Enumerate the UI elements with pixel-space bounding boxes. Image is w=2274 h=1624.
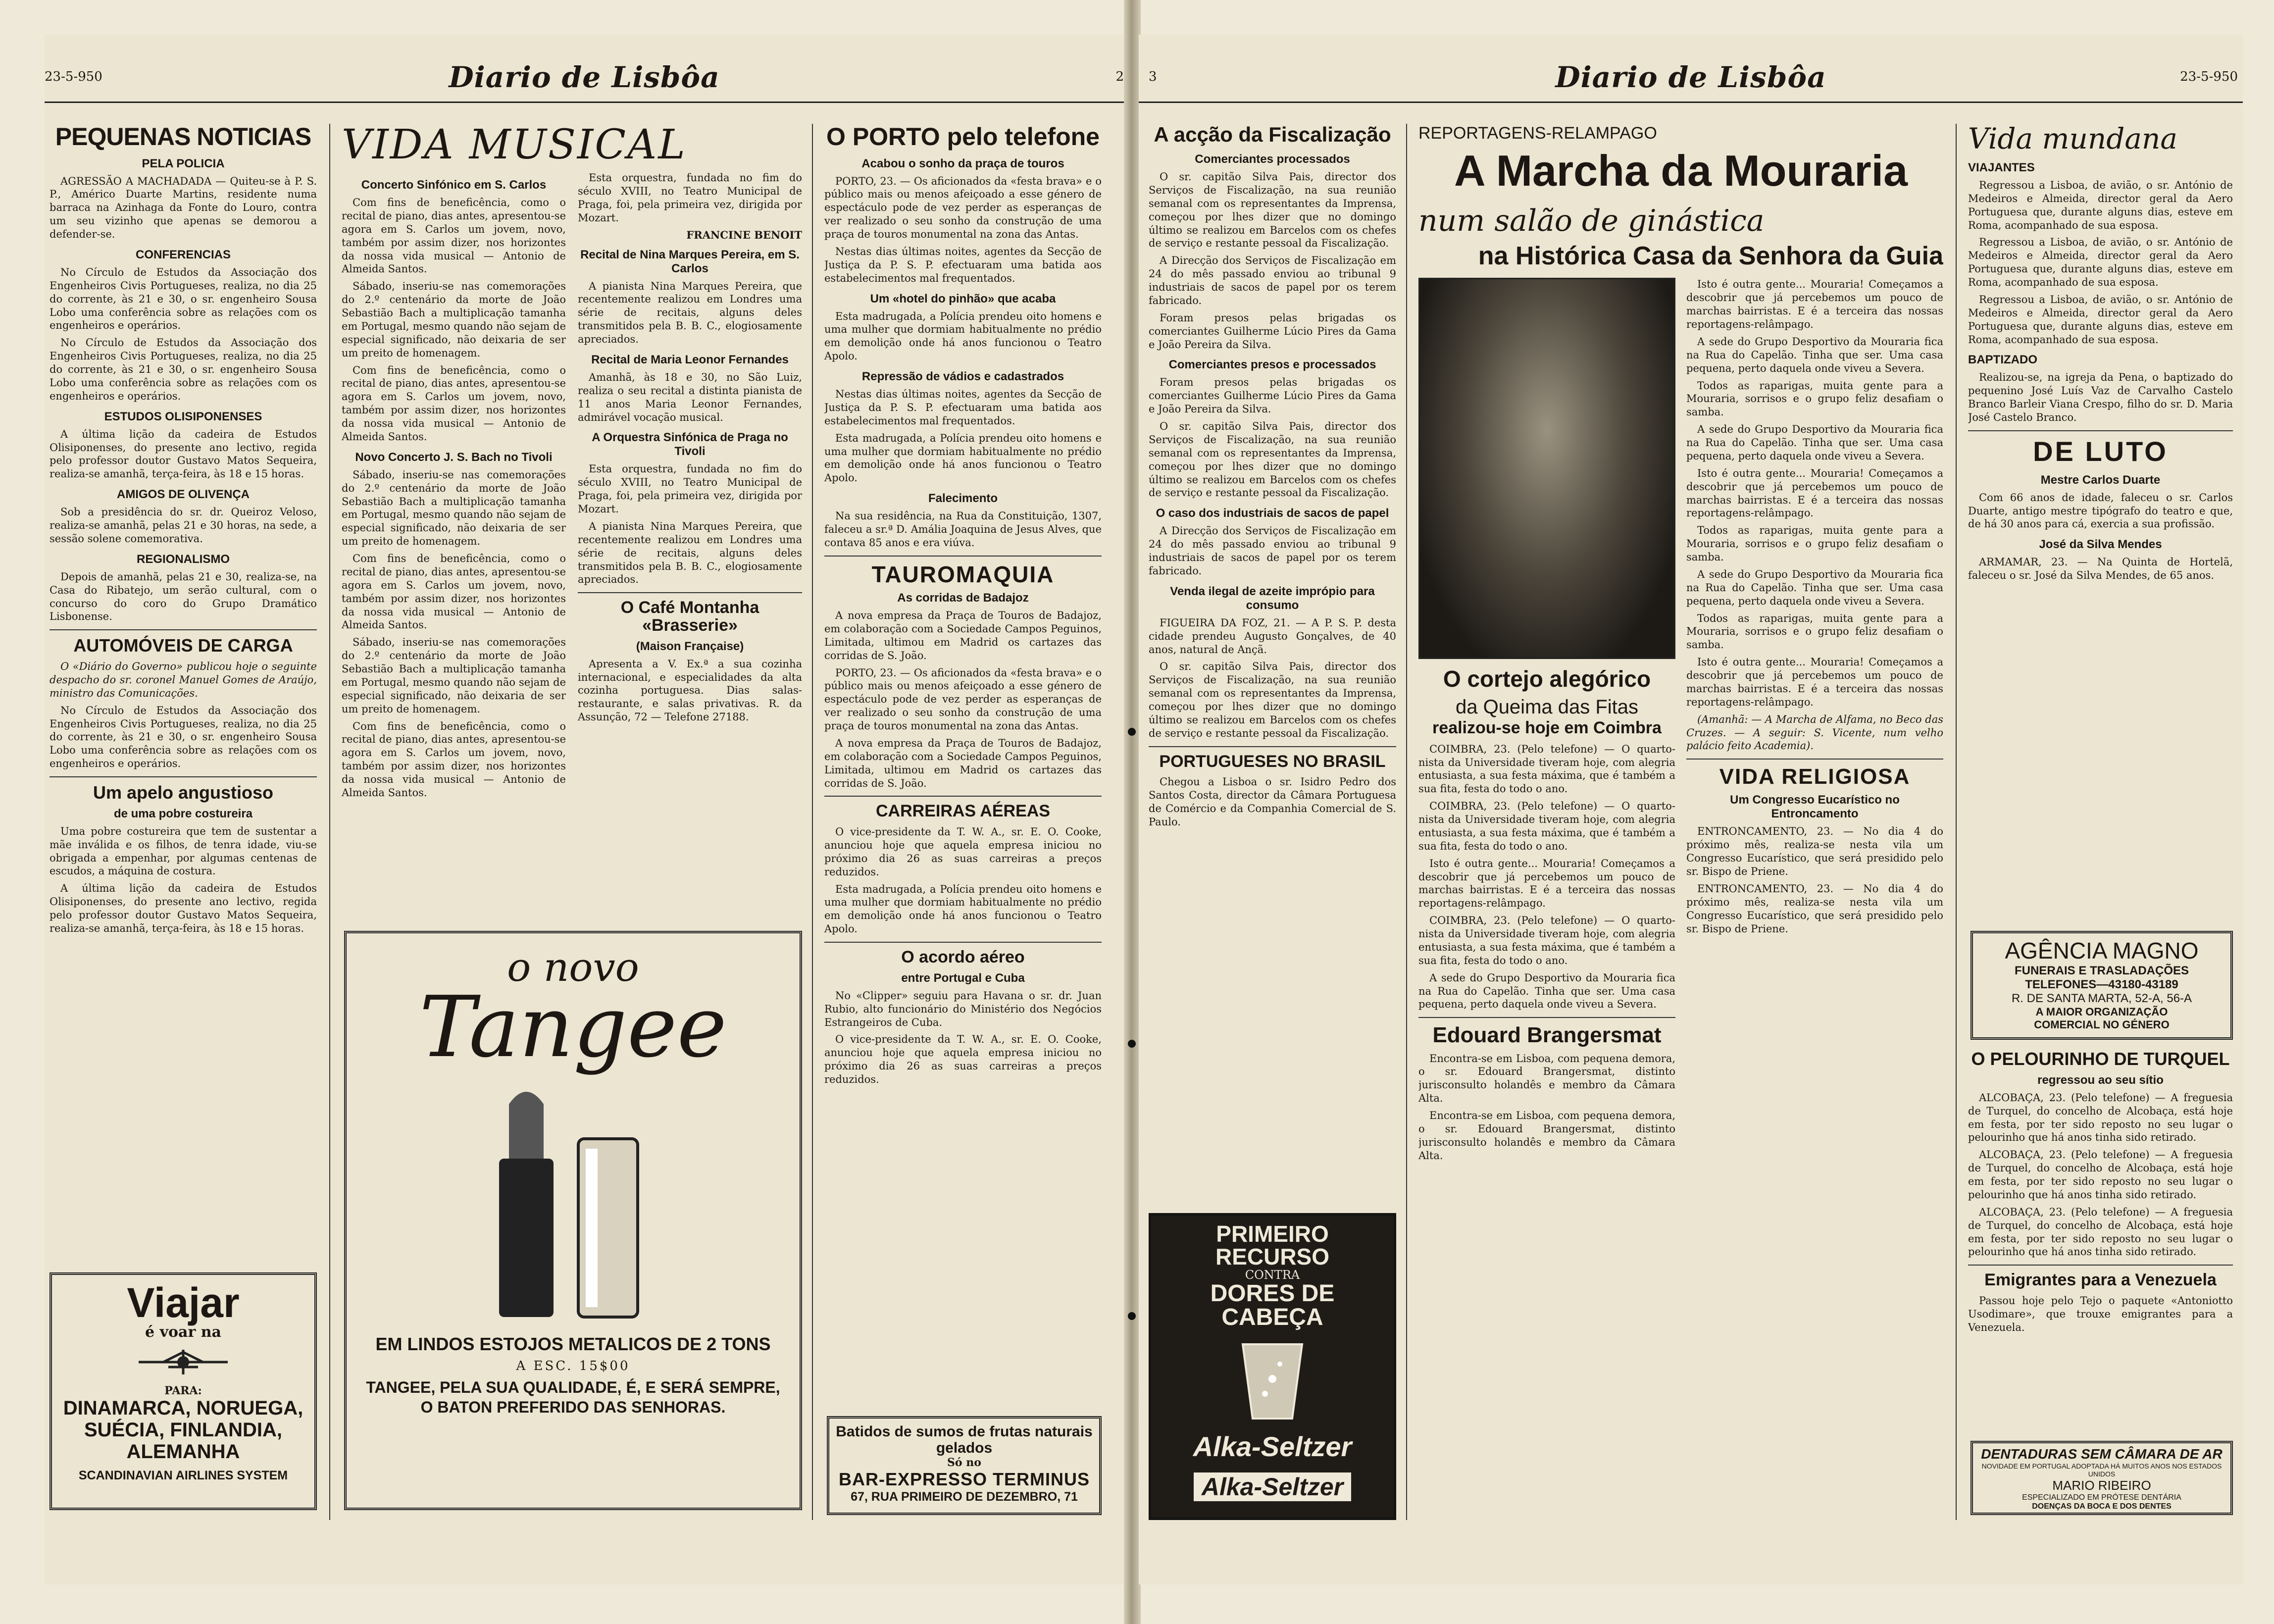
article-text: Esta madrugada, a Polícia prendeu oito homens e uma mulher que dormiam habitualmente no prédio em demolição onde há anos funcionou o Teatro Apolo. <box>824 883 1102 935</box>
article-text: Esta madrugada, a Polícia prendeu oito homens e uma mulher que dormiam habitualmente no prédio em demolição onde há anos funcionou o Teatro Apolo. <box>824 310 1102 362</box>
headline-automoveis: AUTOMÓVEIS DE CARGA <box>73 635 293 656</box>
column-porto <box>824 124 1102 1401</box>
page-number: 3 <box>1149 69 1157 84</box>
column-separator <box>1406 124 1407 1520</box>
article-text: Regressou a Lisboa, de avião, o sr. António de Medeiros e Almeida, director geral da Aero Portuguesa que, durante alguns dias, esteve em Roma, acompanhado de sua esposa. <box>1968 293 2233 346</box>
article-text: Encontra-se em Lisboa, com pequena demora, o sr. Edouard Brangersmat, distinto jurisconsulto holandês e membro da Câmara Alta. <box>1418 1110 1675 1162</box>
ad-name: AGÊNCIA MAGNO <box>2005 938 2199 964</box>
article-text: A nova empresa da Praça de Touros de Badajoz, em colaboração com a Sociedade Campos Peguinos, Limitada, ultimou em Madrid os cartazes das corridas de S. João. <box>824 737 1102 789</box>
article-text: A sede do Grupo Desportivo da Mouraria fica na Rua do Capelão. Tinha que ser. Uma casa pequena, perto daquela onde viveu a Severa. <box>1686 423 1943 462</box>
ad-text: NOVIDADE EM PORTUGAL ADOPTADA HÁ MUITOS ANOS NOS ESTADOS UNIDOS <box>1981 1462 2222 1478</box>
ad-scandinavian-airlines <box>50 1272 317 1510</box>
article-text: A sede do Grupo Desportivo da Mouraria fica na Rua do Capelão. Tinha que ser. Uma casa pequena, perto daquela onde viveu a Severa. <box>1686 335 1943 374</box>
subheadline: (Maison Française) <box>636 639 744 653</box>
column-separator <box>812 124 813 1520</box>
headline-porto: O PORTO pelo telefone <box>826 124 1100 151</box>
headline-brangersmat: Edouard Brangersmat <box>1432 1023 1662 1048</box>
ad-para: PARA: <box>164 1384 202 1397</box>
ad-brand: Alka-Seltzer <box>1194 1472 1351 1501</box>
headline-marcha-mouraria: A Marcha da Mouraria <box>1454 146 1908 195</box>
article-text: O sr. capitão Silva Pais, director dos Serviços de Fiscalização, na sua reunião semanal com os representantes da Imprensa, começou por lhes dizer que no domingo último se realizou em Barcelos com os chefes de serviço e restante pessoal da Fiscalização. <box>1149 171 1396 250</box>
article-text: Isto é outra gente... Mouraria! Começamos a descobrir que já percebemos um pouco de marchas bairristas. E é a terceira das nossas reportagens-relâmpago. <box>1418 857 1675 910</box>
article-text: Depois de amanhã, pelas 21 e 30, realiza-se, na Casa do Ribatejo, um serão cultural, com o concurso do coro do Grupo Dramático Lisbonense. <box>50 570 317 623</box>
subheadline: num salão de ginástica <box>1418 203 1765 239</box>
headline-de-luto: DE LUTO <box>2033 435 2168 467</box>
section-heading: ESTUDOS OLISIPONENSES <box>104 409 262 423</box>
article-text: A sede do Grupo Desportivo da Mouraria fica na Rua do Capelão. Tinha que ser. Uma casa pequena, perto daquela onde viveu a Severa. <box>1686 568 1943 607</box>
subheadline: Recital de Nina Marques Pereira, em S. Carlos <box>580 248 800 275</box>
article-text: A última lição da cadeira de Estudos Olisiponenses, do presente ano lectivo, regida pelo professor doutor Gustavo Matos Sequeira, realiza-se amanhã, terça-feira, às 18 e 15 horas. <box>50 882 317 934</box>
article-text: Chegou a Lisboa o sr. Isidro Pedro dos Santos Costa, director da Câmara Portuguesa de Comércio e da Companhia Comercial de S. Paulo. <box>1149 776 1396 828</box>
section-kicker: REPORTAGENS-RELAMPAGO <box>1418 124 1657 143</box>
subheadline: As corridas de Badajoz <box>897 591 1029 605</box>
article-text: Com fins de beneficência, como o recital de piano, dias antes, apresentou-se agora em S. Carlos um jovem, novo, também por assim dizer, nos horizontes da nossa vida musical — Antonio de Almeida Santos. <box>342 364 566 443</box>
subheadline: O caso dos industriais de sacos de papel <box>1156 507 1389 520</box>
column-separator <box>329 124 330 1520</box>
article-text: Todos as raparigas, muita gente para a Mouraria, sorrisos e o grupo feliz desafiam o samba. <box>1686 612 1943 651</box>
ad-headline: Viajar <box>127 1279 240 1326</box>
ad-price: A ESC. 15$00 <box>516 1359 630 1373</box>
column-pelourinho <box>1968 1050 2233 1431</box>
ad-tangee <box>344 931 802 1510</box>
ad-text: DOENÇAS DA BOCA E DOS DENTES <box>2032 1502 2172 1511</box>
headline-pelourinho: O PELOURINHO DE TURQUEL <box>1971 1050 2230 1069</box>
section-heading: AMIGOS DE OLIVENÇA <box>116 488 250 502</box>
headline-pequenas-noticias: PEQUENAS NOTICIAS <box>55 124 311 151</box>
subheadline: de uma pobre costureira <box>113 807 253 820</box>
article-text: Passou hoje pelo Tejo o paquete «Antoniotto Usodimare», que trouxe emigrantes para a Venezuela. <box>1968 1294 2233 1333</box>
article-text: Sob a presidência do sr. dr. Queiroz Veloso, realiza-se amanhã, pelas 21 e 30 horas, na sede, a sessão solene comemorativa. <box>50 506 317 545</box>
subheadline: Um «hotel do pinhão» que acaba <box>870 292 1056 305</box>
column-pequenas-noticias <box>50 124 317 1268</box>
article-text: A última lição da cadeira de Estudos Olisiponenses, do presente ano lectivo, regida pelo professor doutor Gustavo Matos Sequeira, realiza-se amanhã, terça-feira, às 18 e 15 horas. <box>50 428 317 480</box>
article-text: AGRESSÃO A MACHADADA — Quiteu-se à P. S. P., Américo Duarte Martins, residente numa barraca na Azinhaga da Fonte do Louro, contra um seu vizinho que apenas se demorou a defender-se. <box>50 175 317 240</box>
article-text: O vice-presidente da T. W. A., sr. E. O. Cooke, anunciou hoje que aquela empresa iniciou no próximo dia 26 as suas carreiras a preços reduzidos. <box>824 1033 1102 1086</box>
airplane-icon <box>134 1345 233 1379</box>
masthead: Diario de Lisbôa <box>1555 60 1826 94</box>
article-text: O sr. capitão Silva Pais, director dos Serviços de Fiscalização, na sua reunião semanal com os representantes da Imprensa, começou por lhes dizer que no domingo último se realizou em Barcelos com os chefes de serviço e restante pessoal da Fiscalização. <box>1149 420 1396 499</box>
article-text: O vice-presidente da T. W. A., sr. E. O. Cooke, anunciou hoje que aquela empresa iniciou no próximo dia 26 as suas carreiras a preços reduzidos. <box>824 826 1102 878</box>
ad-address: 67, RUA PRIMEIRO DE DEZEMBRO, 71 <box>851 1490 1078 1504</box>
divider <box>50 629 317 630</box>
article-text: Nestas dias últimas noites, agentes da Secção de Justiça da P. S. P. efectuaram uma batida aos estabelecimentos mal frequentados. <box>824 388 1102 427</box>
column-reportagens <box>1418 124 1943 1520</box>
article-text: Regressou a Lisboa, de avião, o sr. António de Medeiros e Almeida, director geral da Aero Portuguesa que, durante alguns dias, esteve em Roma, acompanhado de sua esposa. <box>1968 236 2233 289</box>
binding-staple <box>1128 728 1136 736</box>
article-text: Nestas dias últimas noites, agentes da Secção de Justiça da P. S. P. efectuaram uma batida aos estabelecimentos mal frequentados. <box>824 245 1102 284</box>
ad-text: A MAIOR ORGANIZAÇÃO <box>2035 1006 2168 1018</box>
subheadline: realizou-se hoje em Coimbra <box>1432 718 1662 737</box>
right-page <box>1139 35 2243 1584</box>
article-text: A sede do Grupo Desportivo da Mouraria fica na Rua do Capelão. Tinha que ser. Uma casa pequena, perto daquela onde viveu a Severa. <box>1418 971 1675 1011</box>
article-text: Realizou-se, na igreja da Pena, o baptizado do pequenino José Luís Vaz de Carvalho Castelo Branco Barleir Viana Crespo, filho do sr. D. Maria José Castelo Branco. <box>1968 371 2233 424</box>
section-heading: CONFERENCIAS <box>135 248 231 261</box>
ad-name: MARIO RIBEIRO <box>2052 1478 2151 1493</box>
article-text: Com fins de beneficência, como o recital de piano, dias antes, apresentou-se agora em S. Carlos um jovem, novo, também por assim dizer, nos horizontes da nossa vida musical — Antonio de Almeida Santos. <box>342 720 566 799</box>
ad-agencia-magno <box>1971 931 2233 1040</box>
subheadline: Novo Concerto J. S. Bach no Tivoli <box>355 450 553 464</box>
article-text: Regressou a Lisboa, de avião, o sr. António de Medeiros e Almeida, director geral da Aero Portuguesa que, durante alguns dias, esteve em Roma, acompanhado de sua esposa. <box>1968 179 2233 231</box>
left-page-header <box>45 60 1124 94</box>
header-rule <box>1139 102 2243 103</box>
ad-dentaduras <box>1971 1441 2233 1515</box>
article-text: Sábado, inseriu-se nas comemorações do 2.º centenário da morte de João Sebastião Bach a multiplicação tamanha em Portugal, mesmo quando não sejam de especial significado, não deixaria de ser um preito de homenagem. <box>342 636 566 715</box>
subheadline: entre Portugal e Cuba <box>901 971 1025 985</box>
headline-tauromaquia: TAUROMAQUIA <box>871 561 1055 587</box>
ad-brand: SCANDINAVIAN AIRLINES SYSTEM <box>78 1469 288 1482</box>
column-vida-musical <box>342 124 802 896</box>
binding-staple <box>1128 1040 1136 1048</box>
article-text: Encontra-se em Lisboa, com pequena demora, o sr. Edouard Brangersmat, distinto jurisconsulto holandês e membro da Câmara Alta. <box>1418 1052 1675 1105</box>
left-page <box>45 35 1124 1584</box>
article-text: Isto é outra gente... Mouraria! Começamos a descobrir que já percebemos um pouco de marchas bairristas. E é a terceira das nossas reportagens-relâmpago. <box>1686 278 1943 331</box>
headline-vida-musical: VIDA MUSICAL <box>342 124 687 168</box>
ad-title: DENTADURAS SEM CÂMARA DE AR <box>1981 1446 2223 1462</box>
article-text: No Círculo de Estudos da Associação dos Engenheiros Civis Portugueses, realiza, no dia 25 do corrente, às 21 e 30, o sr. engenheiro Sousa Lobo uma conferência sobre as relações com os engenheiros e operários. <box>50 704 317 770</box>
article-text: Com fins de beneficência, como o recital de piano, dias antes, apresentou-se agora em S. Carlos um jovem, novo, também por assim dizer, nos horizontes da nossa vida musical — Antonio de Almeida Santos. <box>342 197 566 275</box>
subheadline: A Orquestra Sinfónica de Praga no Tivoli <box>592 431 788 458</box>
ad-text: CONTRA <box>1245 1268 1300 1282</box>
ad-text: PRIMEIRO RECURSO <box>1215 1221 1330 1269</box>
subheadline: da Queima das Fitas <box>1455 696 1639 718</box>
ad-name: BAR-EXPRESSO TERMINUS <box>838 1469 1090 1489</box>
subheadline: José da Silva Mendes <box>2039 538 2162 552</box>
section-heading: REGIONALISMO <box>136 552 230 566</box>
article-text: Sábado, inseriu-se nas comemorações do 2.º centenário da morte de João Sebastião Bach a multiplicação tamanha em Portugal, mesmo quando não sejam de especial significado, não deixaria de ser um preito de homenagem. <box>342 280 566 359</box>
article-text: A nova empresa da Praça de Touros de Badajoz, em colaboração com a Sociedade Campos Peguinos, Limitada, ultimou em Madrid os cartazes das corridas de S. João. <box>824 609 1102 661</box>
subheadline: na Histórica Casa da Senhora da Guia <box>1478 242 1943 271</box>
article-text: Com fins de beneficência, como o recital de piano, dias antes, apresentou-se agora em S. Carlos um jovem, novo, também por assim dizer, nos horizontes da nossa vida musical — Antonio de Almeida Santos. <box>342 553 566 631</box>
subheadline: regressou ao seu sítio <box>2037 1073 2164 1087</box>
article-text: ALCOBAÇA, 23. (Pelo telefone) — A freguesia de Turquel, do concelho de Alcobaça, está hoje em festa, por ter sido reposto no seu lugar o pelourinho que há anos tinha sido retirado. <box>1968 1091 2233 1144</box>
subheadline: Mestre Carlos Duarte <box>2040 473 2161 487</box>
spread-spine <box>1124 0 1141 1624</box>
ad-text: EM LINDOS ESTOJOS METALICOS DE 2 TONS <box>375 1334 771 1354</box>
subheadline: Comerciantes processados <box>1195 152 1350 166</box>
binding-staple <box>1128 1312 1136 1320</box>
ad-line: o novo <box>507 944 639 990</box>
article-text: Na sua residência, na Rua da Constituição, 1307, faleceu a sr.ª D. Amália Joaquina de Jesus Alves, que contava 85 anos e era viúva. <box>824 510 1102 549</box>
divider <box>824 942 1102 943</box>
article-text: Todos as raparigas, muita gente para a Mouraria, sorrisos e o grupo feliz desafiam o samba. <box>1686 524 1943 563</box>
ad-bar-terminus <box>827 1416 1102 1515</box>
ad-text: TANGEE, PELA SUA QUALIDADE, É, E SERÁ SEMPRE, O BATON PREFERIDO DAS SENHORAS. <box>366 1378 780 1416</box>
ad-text: Batidos de sumos de frutas naturais gelados <box>836 1423 1093 1456</box>
glass-icon <box>1218 1334 1327 1423</box>
ad-text: Só no <box>947 1456 981 1469</box>
subheadline: Repressão de vádios e cadastrados <box>861 370 1064 383</box>
headline-cafe-montanha: O Café Montanha «Brasserie» <box>620 598 759 635</box>
article-text: No «Clipper» seguiu para Havana o sr. dr. Juan Rubio, alto funcionário do Ministério dos Negócios Estrangeiros de Cuba. <box>824 989 1102 1028</box>
article-text: ALCOBAÇA, 23. (Pelo telefone) — A freguesia de Turquel, do concelho de Alcobaça, está hoje em festa, por ter sido reposto no seu lugar o pelourinho que há anos tinha sido retirado. <box>1968 1206 2233 1258</box>
divider <box>824 796 1102 797</box>
lipstick-illustration <box>479 1074 667 1332</box>
ad-text: ESPECIALIZADO EM PRÓTESE DENTÁRIA <box>2022 1493 2181 1502</box>
article-text: A Direcção dos Serviços de Fiscalização em 24 do mês passado enviou ao tribunal 9 industriais de sacos de papel por os terem fabricado. <box>1149 254 1396 306</box>
article-text: O sr. capitão Silva Pais, director dos Serviços de Fiscalização, na sua reunião semanal com os representantes da Imprensa, começou por lhes dizer que no domingo último se realizou em Barcelos com os chefes de serviço e restante pessoal da Fiscalização. <box>1149 660 1396 739</box>
article-text: A pianista Nina Marques Pereira, que recentemente realizou em Londres uma série de recitais, alguns deles transmitidos pela B. B. C., elogiosamente apreciados. <box>578 280 802 346</box>
section-heading: VIAJANTES <box>1968 160 2035 174</box>
article-text: COIMBRA, 23. (Pelo telefone) — O quarto-nista da Universidade tiveram hoje, com alegria entusiasta, a sua festa máxima, que é também a sua fita, festa do todo o ano. <box>1418 914 1675 966</box>
article-text: PORTO, 23. — Os aficionados da «festa brava» e o público mais ou menos afeiçoado a esse género de espectáculo pode de vez perder as esperanças de ver realizado o seu sonho da construção de uma praça de touros monumental na zona das Antas. <box>824 666 1102 732</box>
divider <box>1418 1017 1675 1018</box>
right-page-header <box>1139 60 2243 94</box>
article-text: FIGUEIRA DA FOZ, 21. — A P. S. P. desta cidade prendeu Augusto Gonçalves, de 40 anos, natural de Ançã. <box>1149 616 1396 656</box>
ad-subline: é voar na <box>145 1323 221 1341</box>
issue-date: 23-5-950 <box>45 69 102 84</box>
page-number: 2 <box>1115 69 1124 84</box>
ad-brand: Tangee <box>419 978 727 1076</box>
section-heading: BAPTIZADO <box>1968 353 2037 367</box>
headline-vida-mundana: Vida mundana <box>1968 124 2177 155</box>
article-text: COIMBRA, 23. (Pelo telefone) — O quarto-nista da Universidade tiveram hoje, com alegria entusiasta, a sua festa máxima, que é também a sua fita, festa do todo o ano. <box>1418 743 1675 795</box>
article-text: Foram presos pelas brigadas os comerciantes Guilherme Lúcio Pires da Gama e João Pereira da Silva. <box>1149 311 1396 351</box>
section-heading: PELA POLICIA <box>142 156 225 170</box>
article-text: No Círculo de Estudos da Associação dos Engenheiros Civis Portugueses, realiza, no dia 25 do corrente, às 21 e 30, o sr. engenheiro Sousa Lobo uma conferência sobre as relações com os engenheiros e operários. <box>50 337 317 402</box>
photo-marcha-dancers <box>1418 278 1675 659</box>
divider <box>1149 746 1396 747</box>
headline-vida-religiosa: VIDA RELIGIOSA <box>1719 764 1911 789</box>
byline: FRANCINE BENOIT <box>686 228 802 241</box>
article-text: Isto é outra gente... Mouraria! Começamos a descobrir que já percebemos um pouco de marchas bairristas. E é a terceira das nossas reportagens-relâmpago. <box>1686 656 1943 708</box>
header-rule <box>45 102 1124 103</box>
divider <box>578 592 802 593</box>
column-vida-mundana <box>1968 124 2233 980</box>
article-text: Com 66 anos de idade, faleceu o sr. Carlos Duarte, antigo mestre tipógrafo do teatro e que, de há 30 anos para cá, exercia a sua profissão. <box>1968 491 2233 530</box>
headline-fiscalizacao: A acção da Fiscalização <box>1154 124 1391 146</box>
divider <box>50 776 317 777</box>
headline-acordo-aereo: O acordo aéreo <box>901 948 1025 967</box>
article-text: Uma pobre costureira que tem de sustentar a mãe inválida e os filhos, de tenra idade, viu-se obrigada a empenhar, por algumas centenas de escudos, a máquina de costura. <box>50 825 317 877</box>
article-text: ARMAMAR, 23. — Na Quinta de Hortelã, faleceu o sr. José da Silva Mendes, de 65 anos. <box>1968 556 2233 582</box>
article-text: Isto é outra gente... Mouraria! Começamos a descobrir que já percebemos um pouco de marchas bairristas. E é a terceira das nossas reportagens-relâmpago. <box>1686 467 1943 519</box>
article-text: Todos as raparigas, muita gente para a Mouraria, sorrisos e o grupo feliz desafiam o samba. <box>1686 379 1943 418</box>
divider <box>1968 430 2233 431</box>
article-text: Esta madrugada, a Polícia prendeu oito homens e uma mulher que dormiam habitualmente no prédio em demolição onde há anos funcionou o Teatro Apolo. <box>824 432 1102 484</box>
article-text: Esta orquestra, fundada no fim do século XVIII, no Teatro Municipal de Praga, foi, pela primeira vez, dirigida por Mozart. <box>578 463 802 515</box>
subheadline: Falecimento <box>928 492 998 506</box>
article-text: ENTRONCAMENTO, 23. — No dia 4 do próximo mês, realiza-se nesta vila um Congresso Eucarístico, que será presidido pelo sr. Bispo de Priene. <box>1686 882 1943 935</box>
subheadline: Um Congresso Eucarístico no Entroncamento <box>1730 793 1900 821</box>
article-text: PORTO, 23. — Os aficionados da «festa brava» e o público mais ou menos afeiçoado a esse género de espectáculo pode de vez perder as esperanças de ver realizado o seu sonho da construção de uma praça de touros monumental na zona das Antas. <box>824 175 1102 240</box>
ad-text: COMERCIAL NO GÉNERO <box>2034 1018 2170 1031</box>
ad-address: R. DE SANTA MARTA, 52-A, 56-A <box>2011 992 2192 1005</box>
headline-carreiras-aereas: CARREIRAS AÉREAS <box>875 802 1050 821</box>
ad-phone: TELEFONES—43180-43189 <box>2025 978 2178 991</box>
subheadline: Venda ilegal de azeite imprópio para consumo <box>1170 584 1375 612</box>
issue-date: 23-5-950 <box>2180 69 2238 84</box>
ad-text: DORES DE CABEÇA <box>1210 1280 1335 1330</box>
article-text: Sábado, inseriu-se nas comemorações do 2.º centenário da morte de João Sebastião Bach a multiplicação tamanha em Portugal, mesmo quando não sejam de especial significado, não deixaria de ser um preito de homenagem. <box>342 468 566 548</box>
article-text: ALCOBAÇA, 23. (Pelo telefone) — A freguesia de Turquel, do concelho de Alcobaça, está hoje em festa, por ter sido reposto no seu lugar o pelourinho que há anos tinha sido retirado. <box>1968 1149 2233 1201</box>
article-text: No Círculo de Estudos da Associação dos Engenheiros Civis Portugueses, realiza, no dia 25 do corrente, às 21 e 30, o sr. engenheiro Sousa Lobo uma conferência sobre as relações com os engenheiros e operários. <box>50 266 317 332</box>
divider <box>1968 1265 2233 1266</box>
article-text: ENTRONCAMENTO, 23. — No dia 4 do próximo mês, realiza-se nesta vila um Congresso Eucarístico, que será presidido pelo sr. Bispo de Priene. <box>1686 825 1943 878</box>
masthead: Diario de Lisbôa <box>449 60 720 94</box>
headline-portugueses-brasil: PORTUGUESES NO BRASIL <box>1159 752 1386 771</box>
divider <box>824 556 1102 557</box>
ad-brand: Alka-Seltzer <box>1193 1431 1352 1462</box>
article-text: Amanhã, às 18 e 30, no São Luiz, realiza o seu recital a distinta pianista de 11 anos Maria Leonor Fernandes, admirável vocação musical. <box>578 371 802 423</box>
subheadline: Comerciantes presos e processados <box>1168 358 1376 372</box>
subheadline: Recital de Maria Leonor Fernandes <box>591 353 789 366</box>
article-text: A Direcção dos Serviços de Fiscalização em 24 do mês passado enviou ao tribunal 9 industriais de sacos de papel por os terem fabricado. <box>1149 525 1396 577</box>
subheadline: Concerto Sinfónico em S. Carlos <box>361 178 547 192</box>
subheadline: Acabou o sonho da praça de touros <box>861 156 1064 170</box>
headline-emigrantes: Emigrantes para a Venezuela <box>1984 1270 2217 1290</box>
ad-destinations: DINAMARCA, NORUEGA, SUÉCIA, FINLANDIA, ALEMANHA <box>63 1397 303 1463</box>
article-text: Apresenta a V. Ex.ª a sua cozinha internacional, e especialidades da alta cozinha portuguesa. Dias salas-restaurante, e salas privativas. R. da Assunção, 72 — Telefone 27188. <box>578 658 802 723</box>
article-note: (Amanhã: — A Marcha de Alfama, no Beco das Cruzes. — A seguir: S. Vicente, num velho palácio feito Academia). <box>1686 713 1943 752</box>
headline-cortejo: O cortejo alegórico <box>1443 666 1651 692</box>
column-fiscalizacao <box>1149 124 1396 1268</box>
column-separator <box>1956 124 1957 1520</box>
divider <box>1686 759 1943 760</box>
article-text: Foram presos pelas brigadas os comerciantes Guilherme Lúcio Pires da Gama e João Pereira da Silva. <box>1149 376 1396 415</box>
article-text: COIMBRA, 23. (Pelo telefone) — O quarto-nista da Universidade tiveram hoje, com alegria entusiasta, a sua festa máxima, que é também a sua fita, festa do todo o ano. <box>1418 800 1675 852</box>
article-text: O «Diário do Governo» publicou hoje o seguinte despacho do sr. coronel Manuel Gomes de Araújo, ministro das Comunicações. <box>50 660 317 699</box>
article-text: A pianista Nina Marques Pereira, que recentemente realizou em Londres uma série de recitais, alguns deles transmitidos pela B. B. C., elogiosamente apreciados. <box>578 520 802 586</box>
ad-alka-seltzer <box>1149 1213 1396 1520</box>
article-text: Esta orquestra, fundada no fim do século XVIII, no Teatro Municipal de Praga, foi, pela primeira vez, dirigida por Mozart. <box>578 172 802 224</box>
ad-text: FUNERAIS E TRASLADAÇÕES <box>2014 964 2189 977</box>
headline-apelo: Um apelo angustioso <box>93 782 274 803</box>
